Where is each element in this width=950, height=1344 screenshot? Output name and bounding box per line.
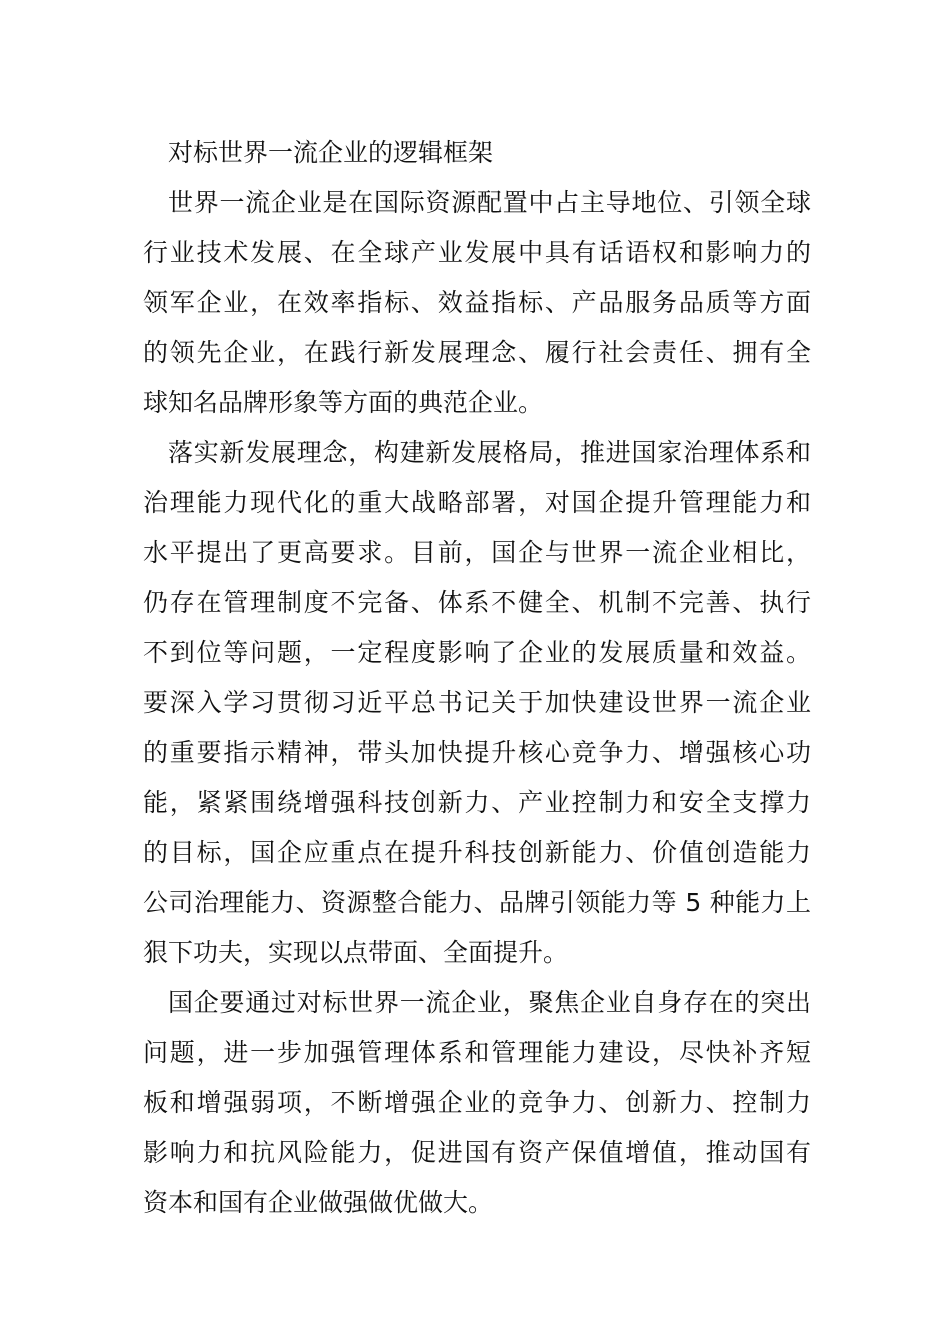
- paragraph-line: 球知名品牌形象等方面的典范企业。: [143, 388, 544, 417]
- paragraph-line: 板和增强弱项，不断增强企业的竞争力、创新力、控制力: [143, 1088, 811, 1117]
- paragraph-line: 要深入学习贯彻习近平总书记关于加快建设世界一流企业: [143, 688, 811, 717]
- paragraph-1: [143, 178, 811, 428]
- paragraph-line: 不到位等问题，一定程度影响了企业的发展质量和效益。: [143, 638, 811, 667]
- paragraph-line: 治理能力现代化的重大战略部署，对国企提升管理能力和: [143, 488, 811, 517]
- document-body: [143, 128, 811, 1228]
- paragraph-line: 影响力和抗风险能力，促进国有资产保值增值，推动国有: [143, 1138, 811, 1167]
- paragraph-line: 仍存在管理制度不完备、体系不健全、机制不完善、执行: [143, 588, 811, 617]
- paragraph-3: [143, 978, 811, 1228]
- paragraph-line: 能，紧紧围绕增强科技创新力、产业控制力和安全支撑力: [143, 788, 811, 817]
- paragraph-line: 公司治理能力、资源整合能力、品牌引领能力等 5 种能力上: [143, 888, 811, 917]
- paragraph-line: 资本和国有企业做强做优做大。: [143, 1188, 494, 1217]
- paragraph-line: 的目标，国企应重点在提升科技创新能力、价值创造能力: [143, 838, 811, 867]
- paragraph-2: [143, 428, 811, 978]
- paragraph-line: 的领先企业，在践行新发展理念、履行社会责任、拥有全: [143, 338, 811, 367]
- paragraph-line: 水平提出了更高要求。目前，国企与世界一流企业相比，: [143, 538, 811, 567]
- paragraph-line: 的重要指示精神，带头加快提升核心竞争力、增强核心功: [143, 738, 811, 767]
- paragraph-line: 领军企业，在效率指标、效益指标、产品服务品质等方面: [143, 288, 811, 317]
- document-title: 对标世界一流企业的逻辑框架: [168, 138, 494, 167]
- paragraph-line: 世界一流企业是在国际资源配置中占主导地位、引领全球: [168, 188, 811, 217]
- paragraph-line: 国企要通过对标世界一流企业，聚焦企业自身存在的突出: [168, 988, 811, 1017]
- paragraph-line: 落实新发展理念，构建新发展格局，推进国家治理体系和: [168, 438, 811, 467]
- paragraph-line: 问题，进一步加强管理体系和管理能力建设，尽快补齐短: [143, 1038, 811, 1067]
- paragraph-line: 狠下功夫，实现以点带面、全面提升。: [143, 938, 569, 967]
- paragraph-line: 行业技术发展、在全球产业发展中具有话语权和影响力的: [143, 238, 811, 267]
